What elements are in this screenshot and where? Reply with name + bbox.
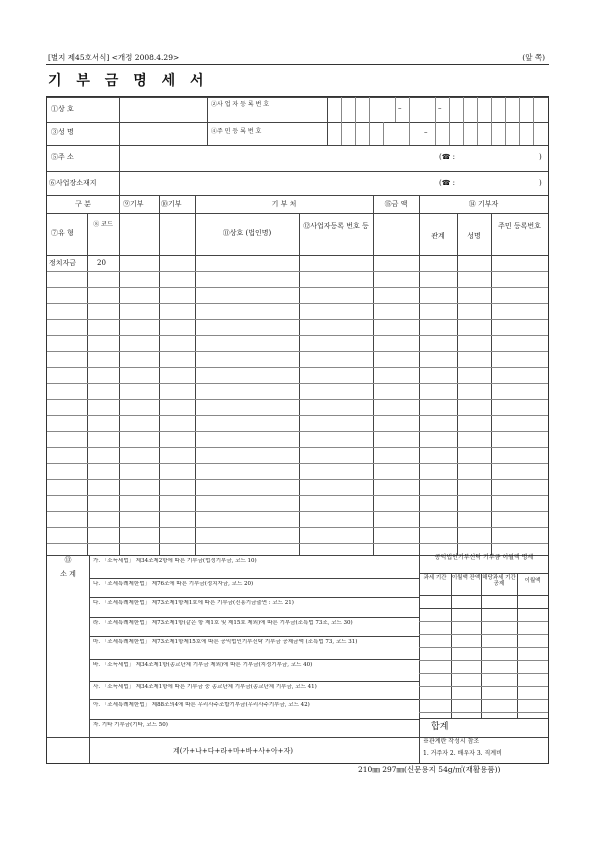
col-c10: ⑩기부	[161, 200, 182, 208]
form-table	[46, 96, 549, 764]
sub-header-4: 이월액	[524, 578, 541, 584]
sum-formula: 계(가+나+다+라+마+바+사+아+자)	[172, 747, 293, 755]
row-line	[47, 287, 548, 288]
row-line	[47, 527, 548, 528]
summary-item: 라. 「조세특례제한법」 제73조제1항(같은 항 제1호 및 제15호 제외)에 따른 기부금(조특법 73조, 코드 30)	[93, 620, 353, 626]
col-amount: ⑮금 액	[384, 200, 408, 208]
phone-1: (☎ :	[439, 153, 456, 161]
col-c9: ⑨기부	[123, 200, 144, 208]
item-line	[89, 659, 419, 660]
total-label: 합계	[431, 722, 449, 732]
summary-item: 마. 「조세특례제한법」 제73조제1항제15호에 따른 공익법인기부신탁 기부금 공제금액 (조특법 73, 코드 31)	[93, 639, 358, 645]
row-line	[47, 367, 548, 368]
summary-item: 자. 기타 기부금(기타, 코드 50)	[93, 722, 168, 728]
row-line	[47, 319, 548, 320]
carry-line	[419, 712, 548, 713]
col-type: ⑦유 형	[51, 229, 74, 237]
col-company-name: ⑪상호 (법인명)	[222, 229, 272, 237]
summary-label: 소 계	[60, 570, 76, 578]
phone-2-close: )	[539, 179, 542, 187]
item-line	[89, 578, 419, 579]
gongik-title: 공익법인기부신탁 기부금 이월액 명세	[434, 554, 534, 561]
workplace-label: ⑥사업장소재지	[49, 179, 97, 187]
carry-line	[419, 660, 548, 661]
row-line	[47, 335, 548, 336]
page-title: 기 부 금 명 세 서	[48, 73, 209, 89]
row-line	[47, 415, 548, 416]
carry-line	[419, 673, 548, 674]
resident-dash: –	[424, 128, 428, 136]
row-line	[47, 479, 548, 480]
row-line	[47, 351, 548, 352]
sub-header-2: 이월액 잔액	[451, 575, 481, 581]
carry-line	[419, 634, 548, 635]
summary-item: 바. 「소득세법」 제34조제1항(종교단체 기부금 제외)에 따른 기부금(지정기부금, 코드 40)	[93, 662, 313, 668]
item-line	[89, 597, 419, 598]
summary-num: ⑬	[64, 556, 72, 564]
row-line	[47, 495, 548, 496]
row-line	[47, 511, 548, 512]
sub-header-1: 과세 기간	[423, 575, 447, 581]
summary-item: 다. 「조세특례제한법」 제73조제1항제1호에 따른 기부금(진흥기금출연 : 코드 21)	[93, 600, 294, 606]
row-line	[47, 383, 548, 384]
summary-item: 가. 「소득세법」 제34조제2항에 따른 기부금(법정기부금, 코드 10)	[93, 558, 257, 564]
note-body: 1. 거주자 2. 배우자 3. 직계비	[423, 750, 502, 757]
row-line	[47, 271, 548, 272]
header-divider	[46, 64, 549, 65]
col-code: ⑧ 코드	[93, 221, 113, 228]
form-number: [별지 제45호서식] <개정 2008.4.29>	[48, 53, 180, 62]
col-biz-no: ⑫사업자등록 번호 등	[303, 222, 369, 230]
col-person-name: 성명	[467, 232, 481, 240]
address-label: ⑤주 소	[51, 153, 74, 161]
biz-reg-label: ②사 업 자 등 록 번 호	[211, 101, 270, 108]
col-recipient: 기 부 처	[271, 200, 297, 208]
carry-line	[419, 699, 548, 700]
first-row-type: 정치자금	[49, 259, 77, 267]
item-line	[89, 636, 419, 637]
phone-1-close: )	[539, 153, 542, 161]
summary-item: 아. 「조세특례제한법」 제88조의4에 따른 우리사주조합기부금(우리사주기부금, 코드 42)	[93, 702, 310, 708]
col-resident: 주민 등록번호	[498, 222, 541, 230]
row-line	[47, 303, 548, 304]
col-category: 구 분	[75, 200, 91, 208]
item-line	[89, 617, 419, 618]
row-line	[47, 463, 548, 464]
row-line	[47, 447, 548, 448]
item-line	[89, 719, 419, 720]
resident-no-label: ④주 민 등 록 번 호	[211, 128, 262, 135]
biz-dash-2: –	[438, 104, 442, 112]
sub-header-3: 해당과세 기간공제	[482, 575, 516, 588]
row-line	[47, 543, 548, 544]
carry-line	[419, 686, 548, 687]
row-line	[47, 431, 548, 432]
note-title: ※관계란 작성시 참조	[423, 738, 480, 745]
row-line	[47, 399, 548, 400]
col-relation: 관계	[431, 232, 445, 240]
carry-line	[419, 647, 548, 648]
biz-dash-1: –	[398, 104, 402, 112]
summary-item: 사. 「소득세법」 제34조제1항에 따른 기부금 중 종교단체 기부금(종교단체 기부금, 코드 41)	[93, 684, 317, 690]
col-donor: ⑭ 기부자	[468, 200, 499, 208]
page-side-label: (앞 쪽)	[522, 53, 545, 62]
footer-spec: 210㎜ 297㎜(신문용지 54g/㎡(재활용품))	[358, 765, 501, 774]
carry-line	[419, 621, 548, 622]
first-row-code: 20	[97, 259, 106, 267]
phone-2: (☎ :	[439, 179, 456, 187]
name-label: ③성 명	[51, 128, 74, 136]
company-label: ①상 호	[51, 105, 74, 113]
item-line	[89, 681, 419, 682]
item-line	[89, 699, 419, 700]
summary-item: 나. 「조세특례제한법」 제76조에 따른 기부금(정치자금, 코드 20)	[93, 581, 254, 587]
